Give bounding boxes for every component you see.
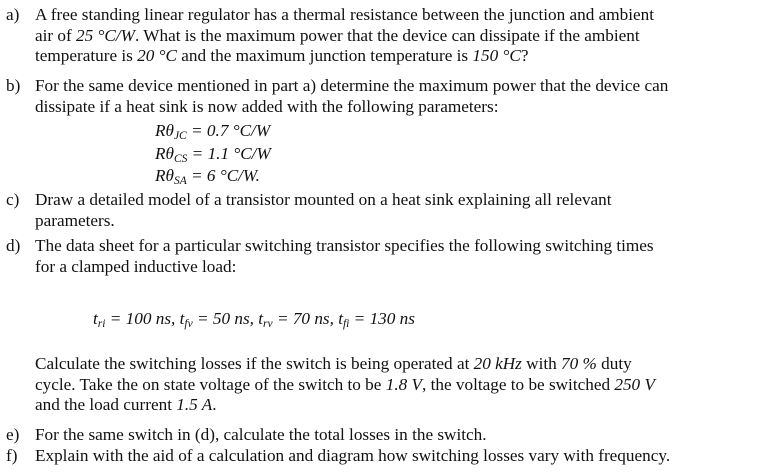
text-run: Calculate the switching losses if the switch is being operated at bbox=[35, 354, 474, 373]
junction-temperature-value: 150 °C bbox=[472, 46, 521, 65]
switching-times bbox=[93, 309, 415, 329]
question-e bbox=[6, 425, 776, 446]
question-d-line-1: The data sheet for a particular switching transistor specifies the following switching times bbox=[35, 236, 654, 255]
question-a bbox=[6, 5, 776, 67]
question-d bbox=[6, 236, 776, 277]
symbol: Rθ bbox=[155, 121, 174, 140]
equation-value: = 1.1 °C/W bbox=[187, 143, 271, 163]
equation-value: = 0.7 °C/W bbox=[186, 121, 271, 140]
text-run: duty bbox=[596, 354, 632, 373]
subscript: ri bbox=[97, 318, 106, 330]
text-run: temperature is bbox=[35, 46, 138, 65]
question-c bbox=[6, 190, 776, 231]
on-state-voltage-value: 1.8 V bbox=[385, 374, 422, 394]
load-current-value: 1.5 A bbox=[176, 395, 213, 414]
question-f-line-1: Explain with the aid of a calculation and diagram how switching losses vary with frequency. bbox=[35, 446, 671, 465]
time-value: = 50 ns, bbox=[192, 309, 259, 328]
heat-sink-parameters bbox=[155, 121, 271, 189]
time-trv bbox=[258, 309, 338, 328]
question-a-line-1: A free standing linear regulator has a thermal resistance between the junction and ambient bbox=[35, 5, 654, 24]
text-run: with bbox=[521, 354, 562, 373]
time-tfv bbox=[180, 309, 259, 328]
subscript: JC bbox=[173, 130, 187, 142]
text-run: ? bbox=[520, 46, 529, 65]
time-tri bbox=[93, 309, 180, 328]
equation-rtheta-jc bbox=[155, 121, 271, 144]
question-b-label: b) bbox=[6, 76, 21, 95]
subscript: rv bbox=[263, 318, 273, 330]
question-b bbox=[6, 76, 776, 117]
question-e-line-1: For the same switch in (d), calculate the total losses in the switch. bbox=[35, 425, 487, 444]
subscript: fi bbox=[342, 318, 350, 330]
question-a-line-3 bbox=[35, 46, 776, 67]
text-run: . What is the maximum power that the device can dissipate if the ambient bbox=[134, 25, 640, 45]
question-d-para-line-3 bbox=[35, 395, 776, 416]
question-b-line-1: For the same device mentioned in part a) determine the maximum power that the device can bbox=[35, 76, 669, 95]
equation-rtheta-cs bbox=[155, 144, 271, 167]
text-run: . bbox=[212, 395, 217, 414]
frequency-value: 20 kHz bbox=[473, 354, 522, 373]
question-d-para-line-2 bbox=[35, 375, 776, 396]
symbol: Rθ bbox=[155, 143, 174, 163]
question-c-line-2: parameters. bbox=[35, 210, 115, 230]
thermal-resistance-value: 25 °C/W bbox=[76, 25, 135, 45]
subscript: fv bbox=[184, 318, 193, 330]
question-e-label: e) bbox=[6, 425, 20, 444]
question-a-label: a) bbox=[6, 5, 20, 24]
time-value: = 130 ns bbox=[349, 309, 415, 328]
switched-voltage-value: 250 V bbox=[614, 374, 655, 394]
symbol: Rθ bbox=[155, 166, 174, 185]
question-d-label: d) bbox=[6, 236, 21, 255]
symbol: t bbox=[93, 309, 98, 328]
symbol: t bbox=[338, 309, 343, 328]
question-d-paragraph bbox=[6, 354, 776, 416]
equation-rtheta-sa bbox=[155, 166, 271, 189]
question-c-label: c) bbox=[6, 190, 20, 209]
text-run: and the maximum junction temperature is bbox=[176, 46, 473, 65]
question-c-line-1: Draw a detailed model of a transistor mounted on a heat sink explaining all relevant bbox=[35, 190, 612, 209]
symbol: t bbox=[258, 309, 264, 328]
symbol: t bbox=[179, 309, 185, 328]
time-tfi bbox=[338, 309, 415, 328]
duty-cycle-value: 70 % bbox=[561, 354, 597, 373]
text-run: , the voltage to be switched bbox=[422, 374, 615, 394]
question-d-para-line-1 bbox=[35, 354, 776, 375]
ambient-temperature-value: 20 °C bbox=[137, 46, 177, 65]
subscript: CS bbox=[173, 152, 188, 165]
subscript: SA bbox=[173, 175, 187, 187]
question-a-line-2 bbox=[35, 26, 776, 47]
equation-value: = 6 °C/W. bbox=[186, 166, 260, 185]
question-f bbox=[6, 446, 776, 467]
question-d-line-2: for a clamped inductive load: bbox=[35, 256, 237, 276]
text-run: and the load current bbox=[35, 395, 177, 414]
time-value: = 70 ns, bbox=[272, 309, 339, 328]
text-run: air of bbox=[35, 25, 77, 45]
time-value: = 100 ns, bbox=[105, 309, 180, 328]
question-b-line-2: dissipate if a heat sink is now added with the following parameters: bbox=[35, 96, 499, 116]
question-f-label: f) bbox=[6, 446, 18, 465]
text-run: cycle. Take the on state voltage of the switch to be bbox=[35, 374, 386, 394]
